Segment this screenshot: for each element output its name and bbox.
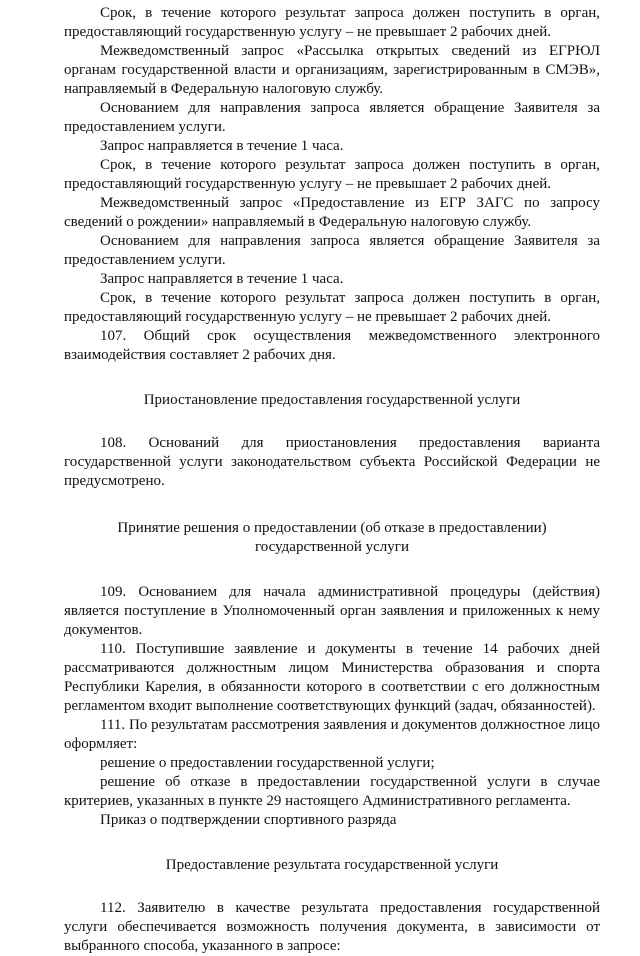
paragraph: Срок, в течение которого результат запроса должен поступить в орган, предоставляющий государственную услугу – не превышает 2 рабочих дней. xyxy=(64,290,600,325)
paragraph-108: 108. Оснований для приостановления предоставления варианта государственной услуги законодательством субъекта Российской Федерации не предусмотрено. xyxy=(64,435,600,489)
paragraph-111: 111. По результатам рассмотрения заявления и документов должностное лицо оформляет: xyxy=(64,717,600,752)
paragraph-109: 109. Основанием для начала административной процедуры (действия) является поступление в Уполномоченный орган заявления и приложенных к нему документов. xyxy=(64,584,600,638)
paragraph-110: 110. Поступившие заявление и документы в течение 14 рабочих дней рассматриваются должностным лицом Министерства образования и спорта Республики Карелия, в обязанности которого в соответствии с его должностным регламентом входит выполнение соответствующих функций (задач, обязанностей). xyxy=(64,641,600,714)
list-item: решение о предоставлении государственной услуги; xyxy=(100,755,435,771)
section-heading-suspension: Приостановление предоставления государственной услуги xyxy=(143,392,521,408)
section-heading-result: Предоставление результата государственной услуги xyxy=(165,857,499,873)
list-item: Приказ о подтверждении спортивного разряда xyxy=(100,812,397,828)
paragraph: Межведомственный запрос «Предоставление из ЕГР ЗАГС по запросу сведений о рождении» направляемый в Федеральную налоговую службу. xyxy=(64,195,600,230)
paragraph: Межведомственный запрос «Рассылка открытых сведений из ЕГРЮЛ органам государственной власти и организациям, зарегистрированным в СМЭВ», направляемый в Федеральную налоговую службу. xyxy=(64,43,600,97)
heading-line: Принятие решения о предоставлении (об отказе в предоставлении) xyxy=(117,520,547,536)
paragraph-112: 112. Заявителю в качестве результата предоставления государственной услуги обеспечивается возможность получения документа, в зависимости от выбранного способа, указанного в запросе: xyxy=(64,900,600,954)
section-heading-decision xyxy=(64,519,600,557)
paragraph-107: 107. Общий срок осуществления межведомственного электронного взаимодействия составляет 2 рабочих дня. xyxy=(64,328,600,363)
paragraph: Основанием для направления запроса является обращение Заявителя за предоставлением услуги. xyxy=(64,100,600,135)
heading-line: государственной услуги xyxy=(255,539,409,555)
paragraph: Срок, в течение которого результат запроса должен поступить в орган, предоставляющий государственную услугу – не превышает 2 рабочих дней. xyxy=(64,5,600,40)
paragraph: Срок, в течение которого результат запроса должен поступить в орган, предоставляющий государственную услугу – не превышает 2 рабочих дней. xyxy=(64,157,600,192)
paragraph: Запрос направляется в течение 1 часа. xyxy=(100,271,344,287)
paragraph: Основанием для направления запроса является обращение Заявителя за предоставлением услуги. xyxy=(64,233,600,268)
paragraph: Запрос направляется в течение 1 часа. xyxy=(100,138,344,154)
list-item: решение об отказе в предоставлении государственной услуги в случае критериев, указанных в пункте 29 настоящего Административного регламента. xyxy=(64,774,600,809)
